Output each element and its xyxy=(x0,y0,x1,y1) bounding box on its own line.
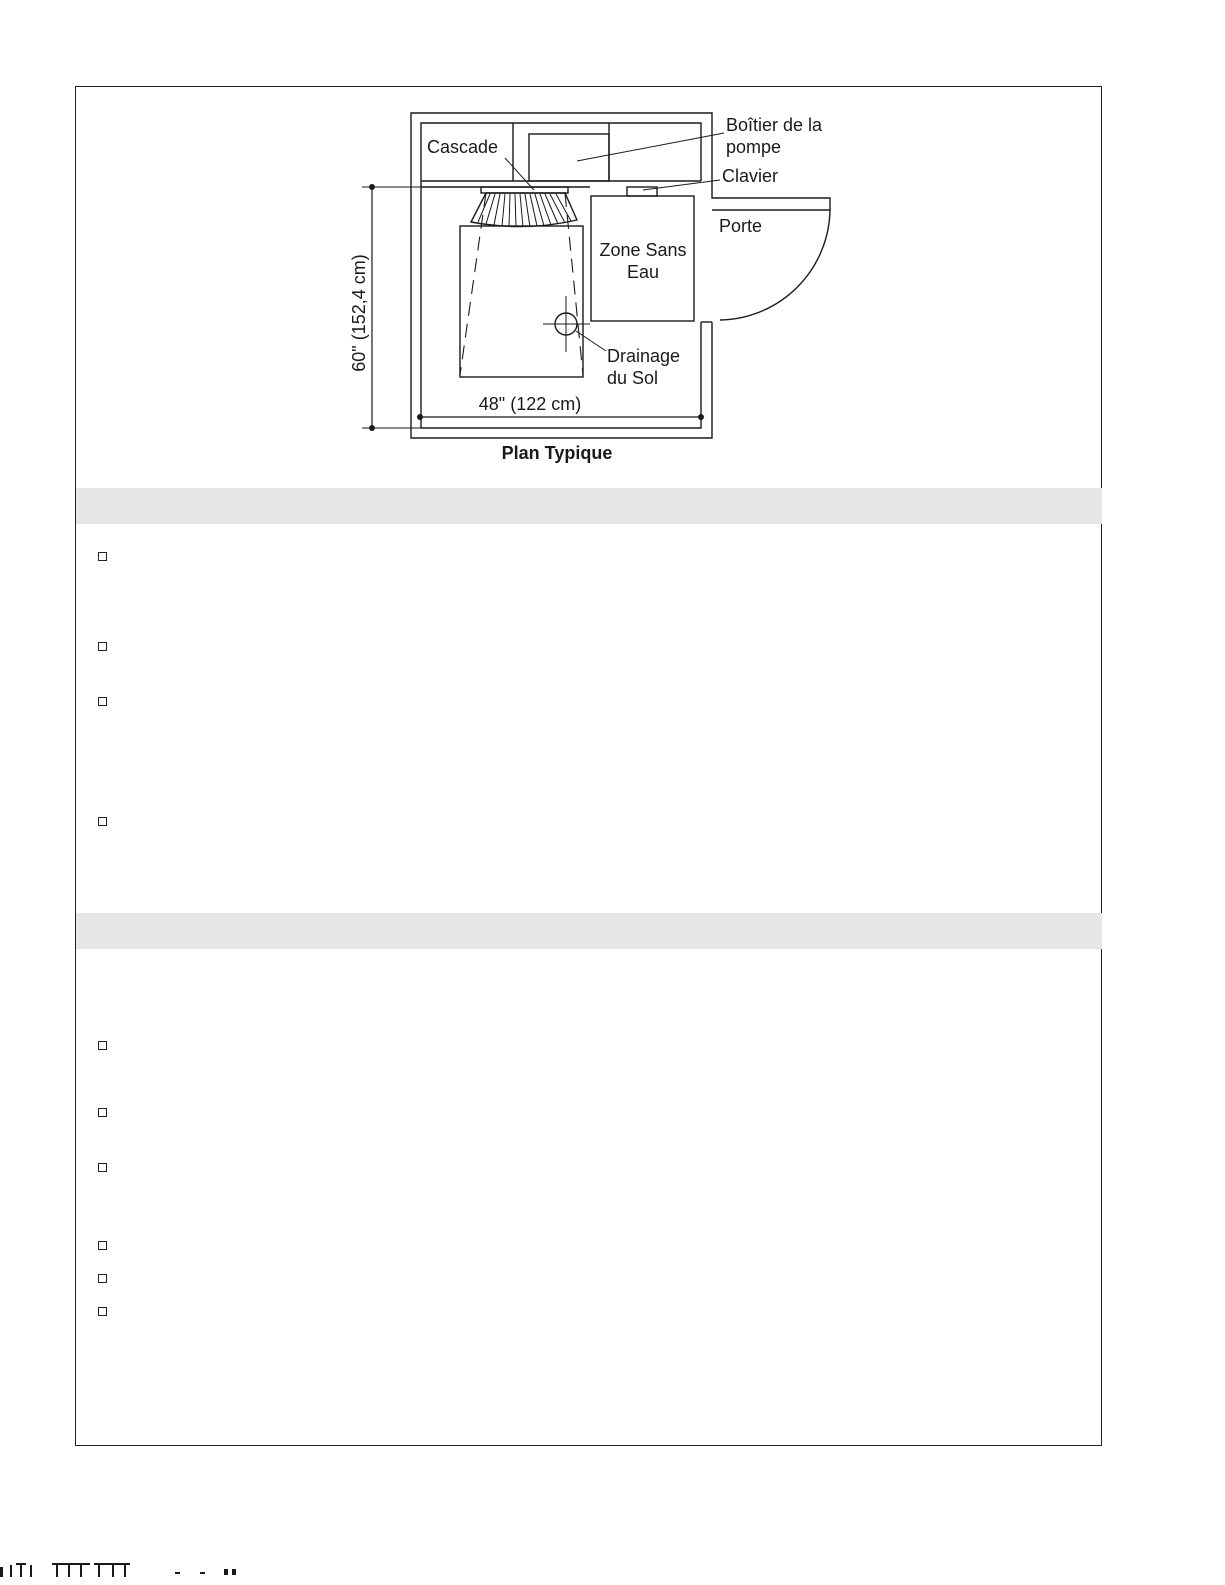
pump-box-label-1: Boîtier de la xyxy=(726,115,823,135)
section-header-band-1 xyxy=(76,488,1102,524)
door-label: Porte xyxy=(719,216,763,236)
cascade-label: Cascade xyxy=(427,137,499,157)
outer-wall xyxy=(411,113,712,438)
footer-barcode-fragment xyxy=(0,1563,260,1577)
checklist-checkbox[interactable] xyxy=(98,1307,107,1316)
checklist-checkbox[interactable] xyxy=(98,1108,107,1117)
plan-caption: Plan Typique xyxy=(501,443,613,463)
cascade-rail xyxy=(481,187,568,193)
drain-label-1: Drainage xyxy=(607,346,681,366)
checklist-checkbox[interactable] xyxy=(98,642,107,651)
keypad-label: Clavier xyxy=(722,166,779,186)
pump-box-label-2: pompe xyxy=(726,137,782,157)
shower-floor-plan xyxy=(0,0,1225,480)
width-dimension-label: 48" (122 cm) xyxy=(478,394,582,414)
checklist-checkbox[interactable] xyxy=(98,697,107,706)
checklist-checkbox[interactable] xyxy=(98,1163,107,1172)
checklist-checkbox[interactable] xyxy=(98,1241,107,1250)
checklist-checkbox[interactable] xyxy=(98,1274,107,1283)
checklist-checkbox[interactable] xyxy=(98,552,107,561)
height-dimension-label: 60" (152,4 cm) xyxy=(349,254,369,372)
section-header-band-2 xyxy=(76,913,1102,949)
drain-label-2: du Sol xyxy=(607,368,659,388)
dry-zone-label-1: Zone Sans xyxy=(599,240,687,260)
checklist-checkbox[interactable] xyxy=(98,817,107,826)
dry-zone-label-2: Eau xyxy=(626,262,660,282)
checklist-checkbox[interactable] xyxy=(98,1041,107,1050)
